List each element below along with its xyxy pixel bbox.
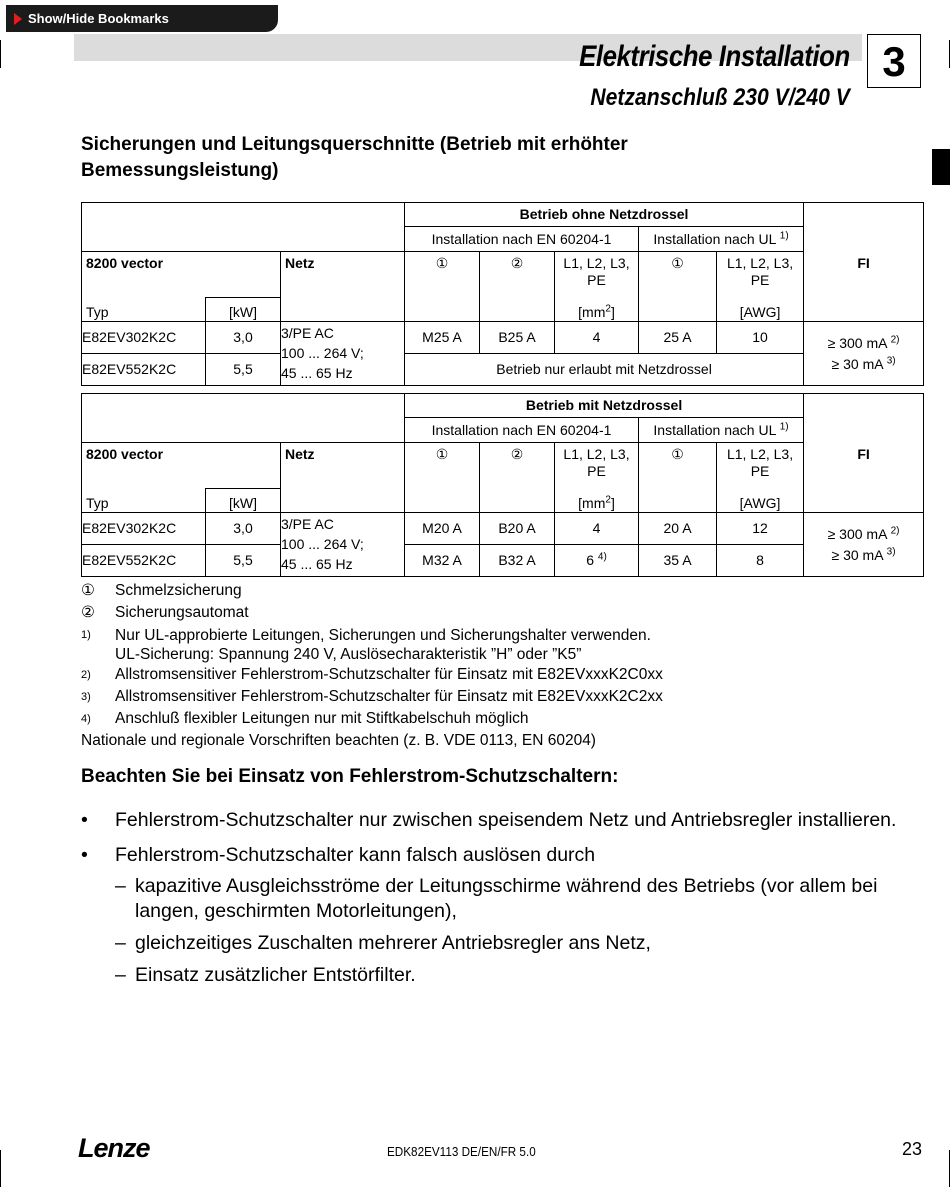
col-typ-header: Typ — [82, 489, 206, 513]
list-item-text: Fehlerstrom-Schutzschalter kann falsch auslösen durch — [115, 844, 596, 866]
footnote-mark: 1) — [81, 629, 91, 641]
row-awg: 12 — [717, 513, 804, 545]
row-fuse-2: B20 A — [480, 513, 555, 545]
section-title: Sicherungen und Leitungsquerschnitte (Betrieb mit erhöhter Bemessungsleistung) — [81, 134, 628, 181]
footnote-text: Schmelzsicherung — [115, 582, 242, 599]
netz-line: 3/PE AC — [281, 516, 334, 532]
page-subtitle: Netzanschluß 230 V/240 V — [590, 84, 850, 111]
page-number: 23 — [901, 1139, 922, 1159]
bookmarks-button-label: Show/Hide Bookmarks — [28, 11, 169, 26]
bullet-icon: • — [81, 844, 88, 866]
footnote-item — [81, 624, 841, 664]
row-type: E82EV302K2C — [82, 513, 206, 545]
footnote-ref: 1) — [779, 420, 789, 432]
inst-ul-label: Installation nach UL — [653, 421, 776, 438]
fi-value: ≥ 30 mA — [831, 355, 883, 372]
unit-mm2-end: ] — [610, 304, 615, 320]
row-mm2 — [555, 545, 639, 577]
row-fuse-2: B25 A — [480, 322, 555, 354]
fi-value: ≥ 30 mA — [831, 546, 883, 563]
sub-list-item-text: gleichzeitiges Zuschalten mehrerer Antriebsregler ans Netz, — [135, 932, 651, 954]
footnote-mark: 2) — [81, 669, 91, 681]
dash-icon: – — [115, 932, 126, 954]
col-ul-fuse-1-header: ① — [639, 443, 717, 513]
netz-line: 3/PE AC — [281, 325, 334, 341]
col-fuse-1-header: ① — [405, 443, 480, 513]
footnote-mark: 3) — [81, 691, 91, 703]
footnote-mark: ① — [81, 582, 95, 599]
inst-en-header: Installation nach EN 60204-1 — [405, 418, 639, 443]
netz-line: 100 ... 264 V; — [281, 345, 364, 361]
row-kw: 3,0 — [206, 322, 281, 354]
sub-list-item-text: Einsatz zusätzlicher Entstörfilter. — [135, 964, 416, 986]
empty-header-cell — [804, 203, 924, 252]
footnote-item — [81, 708, 841, 730]
unit-mm2-label: [mm — [578, 304, 606, 320]
unit-mm2-exp: 2 — [605, 494, 611, 506]
col-netz-header: Netz — [281, 443, 405, 513]
dash-icon: – — [115, 964, 126, 986]
row-kw: 5,5 — [206, 354, 281, 386]
footnote-item — [81, 664, 841, 686]
footnote-item — [81, 686, 841, 708]
col-lines-header: L1, L2, L3, PE — [555, 252, 639, 298]
notes-footer: Nationale und regionale Vorschriften beachten (z. B. VDE 0113, EN 60204) — [81, 732, 596, 749]
inst-ul-header — [639, 227, 804, 252]
unit-mm2-label: [mm — [578, 495, 606, 511]
fi-value: ≥ 300 mA — [827, 525, 887, 542]
footnote-text: Allstromsensitiver Fehlerstrom-Schutzschalter für Einsatz mit E82EVxxxK2C0xx — [115, 666, 663, 683]
col-fuse-1-header: ① — [405, 252, 480, 322]
fi-line — [804, 356, 923, 373]
row-type: E82EV302K2C — [82, 322, 206, 354]
unit-awg: [AWG] — [717, 489, 804, 513]
row-mm2: 4 — [555, 513, 639, 545]
footnote-ref: 3) — [886, 545, 896, 557]
netz-line: 100 ... 264 V; — [281, 536, 364, 552]
show-hide-bookmarks-button[interactable] — [6, 5, 278, 32]
footnote-ref: 2) — [890, 333, 900, 345]
list-item — [81, 843, 931, 868]
col-fi-header: FI — [804, 443, 924, 513]
sub-list-item — [115, 963, 931, 988]
empty-header-cell — [82, 203, 405, 252]
crop-mark — [0, 1150, 1, 1187]
chapter-number: 3 — [867, 34, 921, 88]
fuse-table-without-choke — [81, 202, 924, 386]
row-ul-fuse: 35 A — [639, 545, 717, 577]
empty-header-cell — [804, 394, 924, 443]
inst-ul-header — [639, 418, 804, 443]
row-fuse-2: B32 A — [480, 545, 555, 577]
col-kw-header: [kW] — [206, 298, 281, 322]
chapter-side-tab — [932, 149, 950, 185]
footnote-line: UL-Sicherung: Spannung 240 V, Auslösecharakteristik ”H” oder ”K5” — [115, 646, 582, 663]
col-8200-header: 8200 vector — [82, 443, 281, 489]
row-ul-fuse: 25 A — [639, 322, 717, 354]
col-ul-lines-header: L1, L2, L3, PE — [717, 443, 804, 489]
footnote-mark: ② — [81, 604, 95, 621]
col-fi-header: FI — [804, 252, 924, 322]
fi-line — [804, 547, 923, 564]
fi-values — [804, 513, 924, 577]
unit-awg: [AWG] — [717, 298, 804, 322]
unit-mm2 — [555, 298, 639, 322]
row-type: E82EV552K2C — [82, 354, 206, 386]
col-lines-header: L1, L2, L3, PE — [555, 443, 639, 489]
netz-line: 45 ... 65 Hz — [281, 556, 353, 572]
sub-list-item — [115, 874, 931, 924]
footnote-text — [115, 624, 651, 664]
triangle-right-icon — [14, 13, 22, 25]
col-fuse-2-header: ② — [480, 252, 555, 322]
fuse-table-with-choke — [81, 393, 924, 577]
col-ul-lines-header: L1, L2, L3, PE — [717, 252, 804, 298]
unit-mm2 — [555, 489, 639, 513]
footnote-item — [81, 602, 841, 624]
row-awg: 10 — [717, 322, 804, 354]
crop-mark — [0, 40, 1, 68]
dash-icon: – — [115, 875, 126, 897]
footnote-item — [81, 580, 841, 602]
netz-spec — [281, 513, 405, 577]
empty-header-cell — [82, 394, 405, 443]
netz-spec — [281, 322, 405, 386]
fi-values — [804, 322, 924, 386]
table-heading: Betrieb ohne Netzdrossel — [405, 203, 804, 227]
lenze-logo: Lenze — [78, 1133, 150, 1163]
col-fuse-2-header: ② — [480, 443, 555, 513]
col-typ-header: Typ — [82, 298, 206, 322]
row-kw: 3,0 — [206, 513, 281, 545]
sub-list-item — [115, 931, 931, 956]
footnote-ref: 1) — [779, 229, 789, 241]
col-ul-fuse-1-header: ① — [639, 252, 717, 322]
footnote-text: Allstromsensitiver Fehlerstrom-Schutzschalter für Einsatz mit E82EVxxxK2C2xx — [115, 688, 663, 705]
row-note: Betrieb nur erlaubt mit Netzdrossel — [405, 354, 804, 386]
footnote-text: Anschluß flexibler Leitungen nur mit Stiftkabelschuh möglich — [115, 710, 529, 727]
footnote-ref: 2) — [890, 524, 900, 536]
footnote-ref: 3) — [886, 354, 896, 366]
netz-line: 45 ... 65 Hz — [281, 365, 353, 381]
bullet-icon: • — [81, 809, 88, 831]
row-fuse-1: M25 A — [405, 322, 480, 354]
footnote-ref: 4) — [597, 551, 607, 563]
row-mm2: 4 — [555, 322, 639, 354]
row-mm2-value: 6 — [586, 552, 595, 568]
bullet-list — [81, 808, 931, 995]
fi-value: ≥ 300 mA — [827, 334, 887, 351]
row-ul-fuse: 20 A — [639, 513, 717, 545]
subsection-title: Beachten Sie bei Einsatz von Fehlerstrom-Schutzschaltern: — [81, 766, 619, 787]
inst-ul-label: Installation nach UL — [653, 230, 776, 247]
row-kw: 5,5 — [206, 545, 281, 577]
footnote-mark: 4) — [81, 713, 91, 725]
footnote-line: Nur UL-approbierte Leitungen, Sicherungen und Sicherungshalter verwenden. — [115, 627, 651, 644]
row-fuse-1: M20 A — [405, 513, 480, 545]
unit-mm2-exp: 2 — [605, 303, 611, 315]
fi-line — [804, 526, 923, 543]
footnotes — [81, 580, 841, 752]
unit-mm2-end: ] — [610, 495, 615, 511]
col-kw-header: [kW] — [206, 489, 281, 513]
col-netz-header: Netz — [281, 252, 405, 322]
row-fuse-1: M32 A — [405, 545, 480, 577]
list-item — [81, 808, 931, 833]
col-8200-header: 8200 vector — [82, 252, 281, 298]
table-heading: Betrieb mit Netzdrossel — [405, 394, 804, 418]
document-code: EDK82EV113 DE/EN/FR 5.0 — [387, 1144, 536, 1159]
fi-line — [804, 335, 923, 352]
sub-list-item-text: kapazitive Ausgleichsströme der Leitungsschirme während des Betriebs (vor allem bei langen, geschirmten Motorleitungen), — [135, 875, 878, 922]
list-item-text: Fehlerstrom-Schutzschalter nur zwischen speisendem Netz und Antriebsregler installieren. — [115, 809, 897, 831]
footnote-text: Sicherungsautomat — [115, 604, 249, 621]
inst-en-header: Installation nach EN 60204-1 — [405, 227, 639, 252]
row-type: E82EV552K2C — [82, 545, 206, 577]
page-title: Elektrische Installation — [579, 40, 850, 73]
row-awg: 8 — [717, 545, 804, 577]
